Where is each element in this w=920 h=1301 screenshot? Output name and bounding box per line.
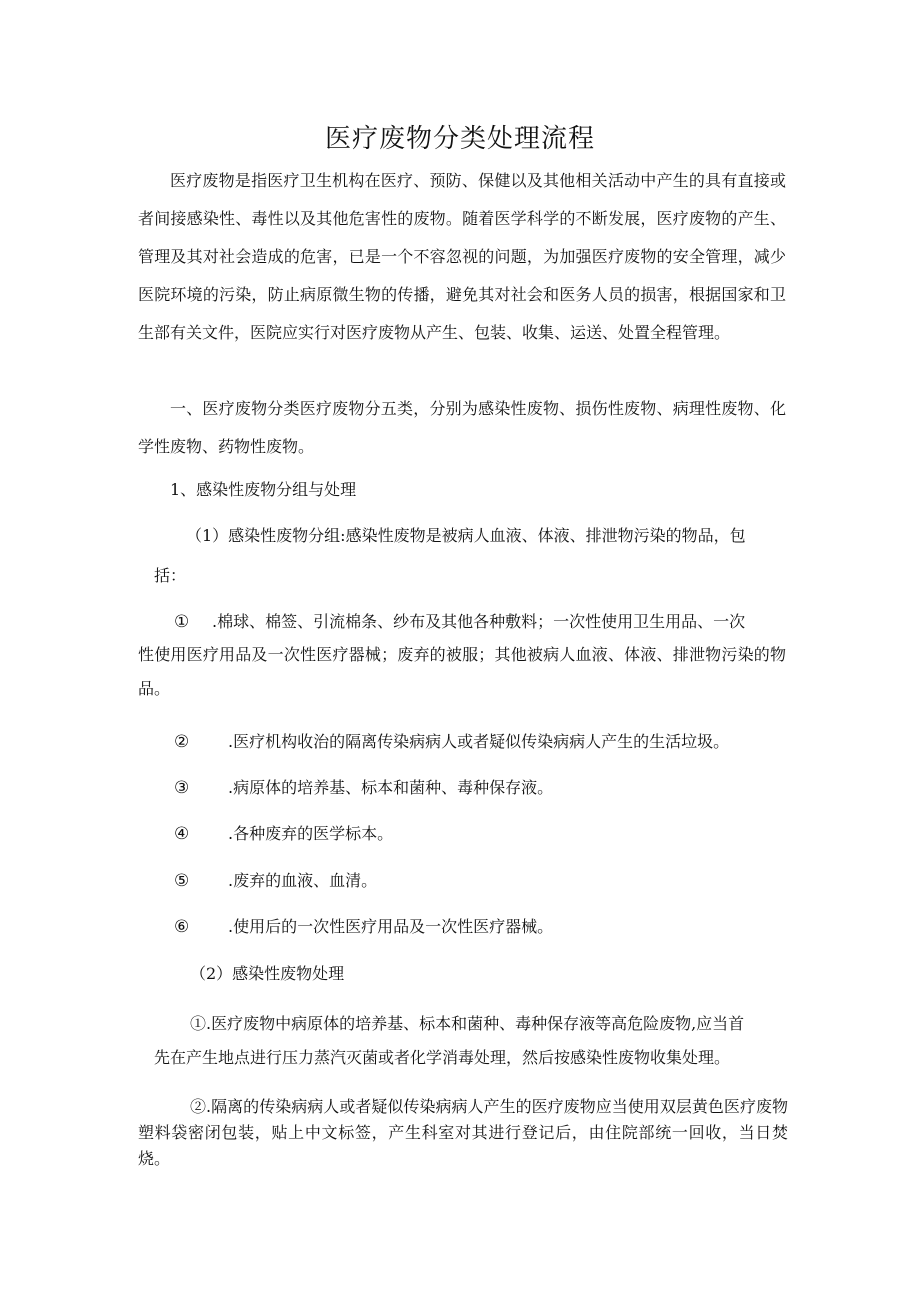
list-item-number: ④ <box>174 824 190 844</box>
section-heading-classification: 一、医疗废物分类医疗废物分五类，分别为感染性废物、损伤性废物、病理性废物、化学性废物、药物性废物。 <box>138 399 786 456</box>
list-item-number: ① <box>174 612 190 632</box>
subsection-heading-treatment: （2）感染性废物处理 <box>190 964 345 983</box>
list-item-number: ⑤ <box>174 871 190 891</box>
page-title: 医疗废物分类处理流程 <box>324 124 595 154</box>
treatment-step1-line1: ①.医疗废物中病原体的培养基、标本和菌种、毒种保存液等高危险废物,应当首 <box>190 1014 745 1033</box>
treatment-step1-line2: 先在产生地点进行压力蒸汽灭菌或者化学消毒处理，然后按感染性废物收集处理。 <box>154 1048 731 1067</box>
list-item-text: .废弃的血液、血清。 <box>228 871 378 890</box>
list-item-number: ② <box>174 732 190 752</box>
list-item-number: ⑥ <box>174 917 190 937</box>
treatment-step2: ②.隔离的传染病病人或者疑似传染病病人产生的医疗废物应当使用双层黄色医疗废物塑料袋密闭包装，贴上中文标签，产生科室对其进行登记后，由住院部统一回收，当日焚烧。 <box>138 1097 788 1168</box>
infectious-grouping-line1: （1）感染性废物分组:感染性废物是被病人血液、体液、排泄物污染的物品，包 <box>186 526 746 545</box>
infectious-grouping-line2: 括： <box>154 566 187 585</box>
list-item-text: .病原体的培养基、标本和菌种、毒种保存液。 <box>228 778 554 797</box>
list-item-text: .棉球、棉签、引流棉条、纱布及其他各种敷料；一次性使用卫生用品、一次 <box>212 612 746 631</box>
list-item-number: ③ <box>174 778 190 798</box>
list-item-text: .各种废弃的医学标本。 <box>228 824 394 843</box>
subsection-heading-infectious: 1、感染性废物分组与处理 <box>170 480 357 499</box>
intro-paragraph: 医疗废物是指医疗卫生机构在医疗、预防、保健以及其他相关活动中产生的具有直接或者间接感染性、毒性以及其他危害性的废物。随着医学科学的不断发展，医疗废物的产生、管理及其对社会造成的危害，已是一个不容忽视的问题，为加强医疗废物的安全管理，减少医院环境的污染，防止病原微生物的传播，避免其对社会和医务人员的损害，根据国家和卫生部有关文件，医院应实行对医疗废物从产生、包装、收集、运送、处置全程管理。 <box>138 171 786 342</box>
list-item-text: .医疗机构收治的隔离传染病病人或者疑似传染病病人产生的生活垃圾。 <box>228 732 730 751</box>
list-item-continuation: 性使用医疗用品及一次性医疗器械；废弃的被服；其他被病人血液、体液、排泄物污染的物品。 <box>138 645 786 698</box>
list-item-text: .使用后的一次性医疗用品及一次性医疗器械。 <box>228 917 554 936</box>
